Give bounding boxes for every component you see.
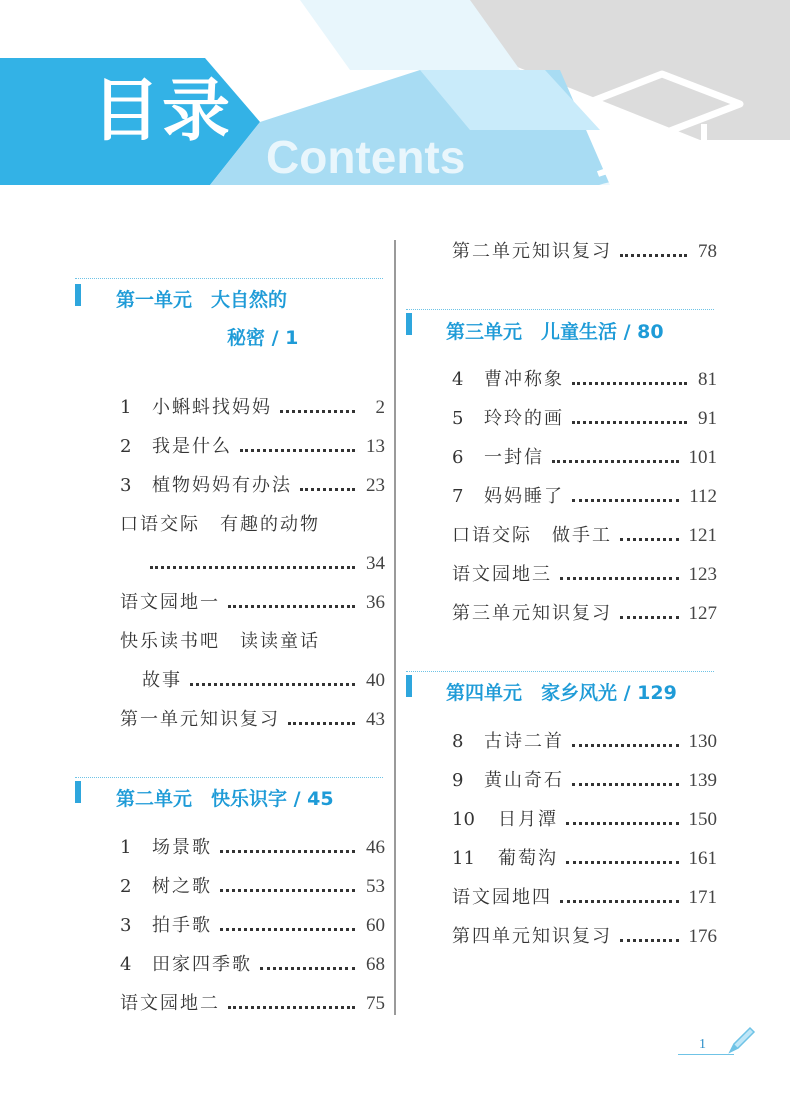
dot-leader	[620, 939, 679, 942]
dot-leader	[288, 722, 355, 725]
dot-leader	[228, 605, 355, 608]
entry-page: 176	[688, 926, 717, 947]
dot-leader	[190, 683, 355, 686]
page-title: 目录	[92, 72, 233, 151]
entry-number: 4	[120, 954, 132, 975]
toc-entry[interactable]	[120, 392, 385, 424]
dot-leader	[560, 900, 679, 903]
entry-page: 40	[366, 670, 385, 691]
dot-leader	[228, 1006, 355, 1009]
toc-entry[interactable]	[120, 431, 385, 463]
toc-entry[interactable]	[150, 548, 385, 580]
oral-entry-title[interactable]: 口语交际 有趣的动物	[120, 514, 320, 535]
toc-entry[interactable]	[452, 843, 717, 875]
dot-leader	[560, 577, 679, 580]
dot-leader	[280, 410, 355, 413]
toc-entry[interactable]	[452, 481, 717, 513]
entry-page: 36	[366, 592, 385, 613]
toc-entry[interactable]	[452, 765, 717, 797]
entry-page: 112	[689, 486, 717, 507]
unit1-heading-line1: 第一单元 大自然的	[116, 289, 288, 311]
entry-title: 小蝌蚪找妈妈	[152, 397, 272, 418]
entry-page: 123	[688, 564, 717, 585]
page-number: 1	[699, 1037, 706, 1052]
dot-leader	[150, 566, 355, 569]
dot-leader	[572, 499, 679, 502]
toc-entry[interactable]	[452, 364, 717, 396]
unit2-heading-text: 第二单元 快乐识字 / 45	[116, 788, 334, 810]
toc-entry[interactable]	[452, 726, 717, 758]
entry-title: 语文园地一	[120, 592, 220, 613]
entry-page: 34	[366, 553, 385, 574]
toc-entry[interactable]	[120, 704, 385, 736]
entry-number: 5	[452, 408, 464, 429]
entry-number: 11	[452, 848, 475, 869]
toc-entry[interactable]	[452, 559, 717, 591]
entry-title: 第三单元知识复习	[452, 603, 612, 624]
dot-leader	[220, 928, 355, 931]
entry-title: 葡萄沟	[498, 848, 558, 869]
unit3-heading-text: 第三单元 儿童生活 / 80	[446, 321, 664, 343]
toc-entry[interactable]	[452, 598, 717, 630]
entry-page: 75	[366, 993, 385, 1014]
toc-entry[interactable]	[120, 871, 385, 903]
entry-page: 81	[698, 369, 717, 390]
toc-entry[interactable]	[452, 804, 717, 836]
toc-entry[interactable]	[120, 587, 385, 619]
dot-leader	[620, 254, 687, 257]
dot-leader	[566, 861, 679, 864]
dot-leader	[620, 538, 679, 541]
entry-page: 53	[366, 876, 385, 897]
header-banner	[0, 0, 790, 210]
entry-page: 23	[366, 475, 385, 496]
entry-title: 妈妈睡了	[484, 486, 564, 507]
entry-page: 78	[698, 241, 717, 262]
entry-page: 130	[688, 731, 717, 752]
dot-leader	[220, 850, 355, 853]
toc-entry[interactable]	[452, 921, 717, 953]
entry-page: 91	[698, 408, 717, 429]
entry-page: 171	[688, 887, 717, 908]
entry-page: 68	[366, 954, 385, 975]
entry-title: 场景歌	[152, 837, 212, 858]
toc-entry[interactable]	[452, 236, 717, 268]
entry-title: 第二单元知识复习	[452, 241, 612, 262]
dot-leader	[300, 488, 355, 491]
entry-title: 曹冲称象	[484, 369, 564, 390]
entry-number: 3	[120, 475, 132, 496]
entry-title: 拍手歌	[152, 915, 212, 936]
entry-title: 树之歌	[152, 876, 212, 897]
entry-title: 我是什么	[152, 436, 232, 457]
unit4-heading-text: 第四单元 家乡风光 / 129	[446, 682, 677, 704]
entry-title: 口语交际 做手工	[452, 525, 612, 546]
entry-page: 121	[688, 525, 717, 546]
footer-rule	[678, 1054, 734, 1055]
dot-leader	[240, 449, 355, 452]
entry-page: 13	[366, 436, 385, 457]
dot-leader	[572, 382, 687, 385]
toc-entry[interactable]	[120, 949, 385, 981]
entry-page: 2	[375, 397, 385, 418]
dot-leader	[572, 744, 679, 747]
entry-title: 第一单元知识复习	[120, 709, 280, 730]
entry-title: 植物妈妈有办法	[152, 475, 292, 496]
entry-number: 6	[452, 447, 464, 468]
entry-title: 田家四季歌	[152, 954, 252, 975]
entry-number: 2	[120, 436, 132, 457]
entry-number: 10	[452, 809, 475, 830]
entry-page: 161	[688, 848, 717, 869]
entry-page: 127	[688, 603, 717, 624]
reading-entry-title[interactable]: 快乐读书吧 读读童话	[120, 631, 320, 652]
entry-title: 古诗二首	[484, 731, 564, 752]
unit1-heading-line2: 秘密 / 1	[227, 327, 299, 349]
toc-entry[interactable]	[452, 403, 717, 435]
entry-number: 1	[120, 397, 132, 418]
entry-title: 黄山奇石	[484, 770, 564, 791]
pencil-icon	[726, 1026, 756, 1054]
toc-entry[interactable]	[452, 442, 717, 474]
entry-number: 7	[452, 486, 464, 507]
dot-leader	[220, 889, 355, 892]
toc-entry[interactable]	[142, 665, 385, 697]
entry-page: 150	[688, 809, 717, 830]
entry-number: 8	[452, 731, 464, 752]
graduation-cap-icon	[580, 62, 750, 202]
entry-title: 第四单元知识复习	[452, 926, 612, 947]
entry-number: 2	[120, 876, 132, 897]
entry-number: 1	[120, 837, 132, 858]
entry-page: 43	[366, 709, 385, 730]
entry-title: 故事	[142, 670, 182, 691]
entry-title: 语文园地二	[120, 993, 220, 1014]
dot-leader	[566, 822, 679, 825]
toc-entry[interactable]	[120, 470, 385, 502]
toc-entry[interactable]	[120, 988, 385, 1020]
toc-entry[interactable]	[120, 910, 385, 942]
dot-leader	[552, 460, 679, 463]
entry-page: 46	[366, 837, 385, 858]
entry-page: 101	[688, 447, 717, 468]
entry-title: 玲玲的画	[484, 408, 564, 429]
entry-title: 日月潭	[498, 809, 558, 830]
column-divider	[394, 240, 396, 1015]
dot-leader	[260, 967, 355, 970]
entry-page: 60	[366, 915, 385, 936]
entry-number: 9	[452, 770, 464, 791]
dot-leader	[572, 783, 679, 786]
entry-page: 139	[688, 770, 717, 791]
entry-title: 语文园地四	[452, 887, 552, 908]
entry-title: 一封信	[484, 447, 544, 468]
toc-entry[interactable]	[452, 882, 717, 914]
toc-entry[interactable]	[120, 832, 385, 864]
page-subtitle: Contents	[266, 131, 466, 183]
dot-leader	[620, 616, 679, 619]
entry-number: 4	[452, 369, 464, 390]
toc-entry[interactable]	[452, 520, 717, 552]
entry-title: 语文园地三	[452, 564, 552, 585]
dot-leader	[572, 421, 687, 424]
entry-number: 3	[120, 915, 132, 936]
